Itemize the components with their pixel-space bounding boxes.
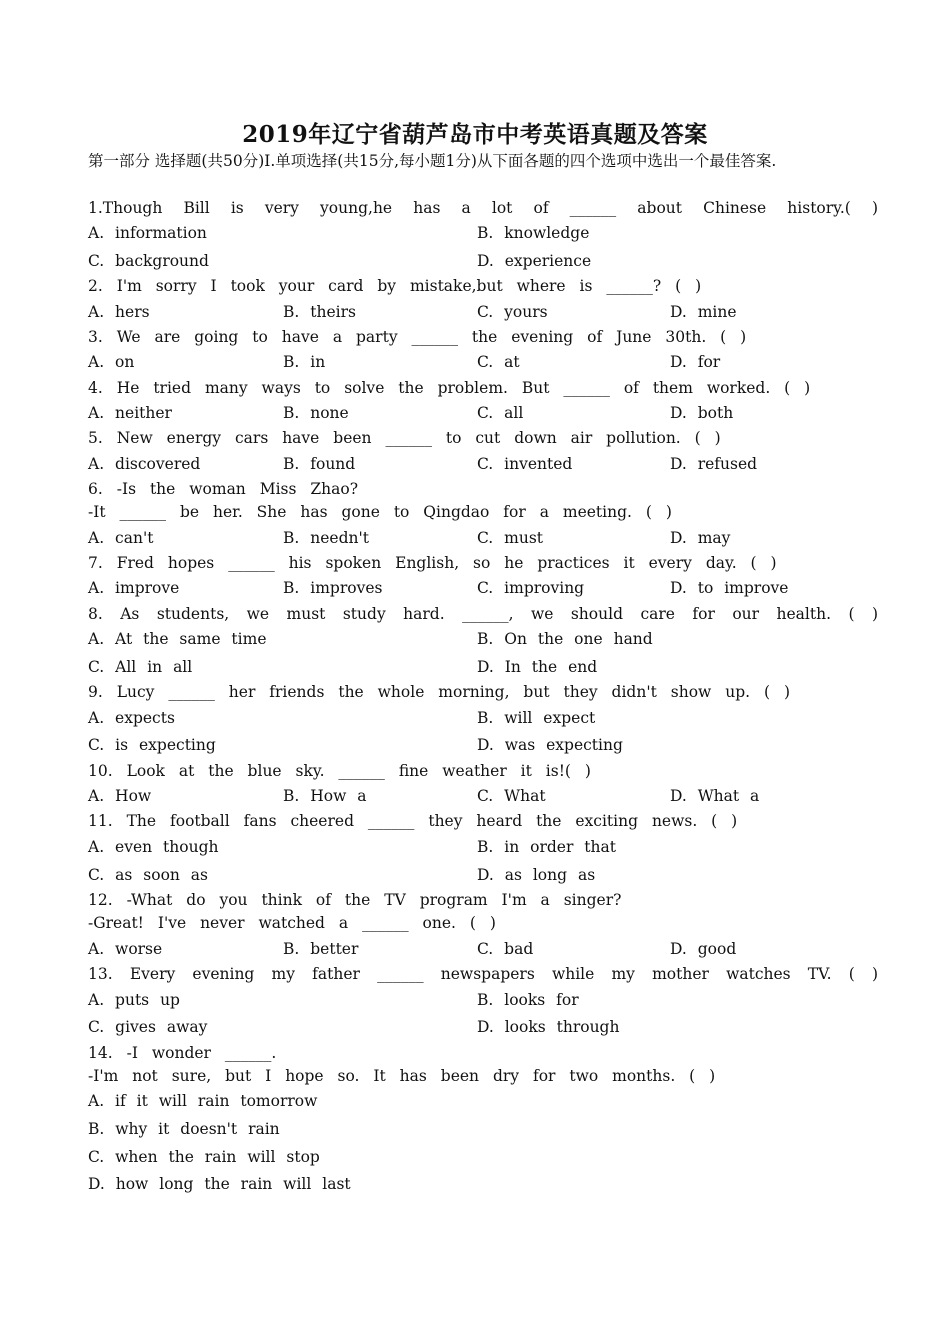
option-b: B. why it doesn't rain xyxy=(88,1120,280,1138)
option-d: D. may xyxy=(670,529,731,547)
question-stem: 5. New energy cars have been ______ to cut down air pollution. ( ) xyxy=(88,429,721,447)
option-c: C. improving xyxy=(477,579,585,597)
option-a: A. on xyxy=(88,353,135,371)
option-d: D. good xyxy=(670,940,737,958)
option-c: C. gives away xyxy=(88,1018,208,1036)
option-d: D. to improve xyxy=(670,579,789,597)
option-b: B. knowledge xyxy=(477,224,590,242)
option-b: B. theirs xyxy=(283,303,356,321)
option-d: D. for xyxy=(670,353,721,371)
option-a: A. worse xyxy=(88,940,163,958)
question-stem: 10. Look at the blue sky. ______ fine weather it is!( ) xyxy=(88,762,591,780)
question-stem: 2. I'm sorry I took your card by mistake,but where is ______? ( ) xyxy=(88,277,702,295)
option-a: A. At the same time xyxy=(88,630,267,648)
option-b: B. will expect xyxy=(477,709,596,727)
option-a: A. expects xyxy=(88,709,175,727)
option-d: D. experience xyxy=(477,252,592,270)
option-a: A. improve xyxy=(88,579,180,597)
option-d: D. both xyxy=(670,404,734,422)
option-b: B. On the one hand xyxy=(477,630,653,648)
option-c: C. must xyxy=(477,529,544,547)
option-a: A. discovered xyxy=(88,455,201,473)
option-c: C. when the rain will stop xyxy=(88,1148,320,1166)
question-stem: 6. -Is the woman Miss Zhao? xyxy=(88,480,359,498)
option-b: B. How a xyxy=(283,787,367,805)
option-d: D. as long as xyxy=(477,866,596,884)
option-d: D. was expecting xyxy=(477,736,623,754)
option-b: B. none xyxy=(283,404,349,422)
option-c: C. All in all xyxy=(88,658,193,676)
option-b: B. in xyxy=(283,353,326,371)
option-c: C. all xyxy=(477,404,524,422)
question-stem: -Great! I've never watched a ______ one. ( ) xyxy=(88,914,496,932)
section-intro: 第一部分 选择题(共50分)Ⅰ.单项选择(共15分,每小题1分)从下面各题的四个选项中选出一个最佳答案. xyxy=(88,152,777,170)
question-stem: 11. The football fans cheered ______ they heard the exciting news. ( ) xyxy=(88,812,738,830)
question-stem: 9. Lucy ______ her friends the whole morning, but they didn't show up. ( ) xyxy=(88,683,790,701)
option-a: A. even though xyxy=(88,838,219,856)
option-b: B. needn't xyxy=(283,529,369,547)
option-d: D. What a xyxy=(670,787,760,805)
option-c: C. at xyxy=(477,353,520,371)
option-c: C. What xyxy=(477,787,546,805)
question-stem: 12. -What do you think of the TV program I'm a singer? xyxy=(88,891,622,909)
question-stem: 8. As students, we must study hard. ______, we should care for our health. ( ) xyxy=(88,605,878,623)
option-c: C. bad xyxy=(477,940,534,958)
option-c: C. is expecting xyxy=(88,736,216,754)
option-a: A. puts up xyxy=(88,991,180,1009)
option-d: D. refused xyxy=(670,455,758,473)
page-title: 2019年辽宁省葫芦岛市中考英语真题及答案 xyxy=(242,121,708,148)
question-stem: 14. -I wonder ______. xyxy=(88,1044,277,1062)
option-b: B. looks for xyxy=(477,991,579,1009)
question-stem: 13. Every evening my father ______ newspapers while my mother watches TV. ( ) xyxy=(88,965,878,983)
option-d: D. mine xyxy=(670,303,737,321)
option-a: A. information xyxy=(88,224,207,242)
option-b: B. better xyxy=(283,940,359,958)
question-stem: 4. He tried many ways to solve the problem. But ______ of them worked. ( ) xyxy=(88,379,811,397)
question-stem: -It ______ be her. She has gone to Qingdao for a meeting. ( ) xyxy=(88,503,672,521)
question-stem: 3. We are going to have a party ______ the evening of June 30th. ( ) xyxy=(88,328,747,346)
option-c: C. as soon as xyxy=(88,866,209,884)
option-a: A. hers xyxy=(88,303,150,321)
option-a: A. neither xyxy=(88,404,172,422)
option-d: D. how long the rain will last xyxy=(88,1175,351,1193)
option-a: A. How xyxy=(88,787,152,805)
option-b: B. in order that xyxy=(477,838,616,856)
option-a: A. if it will rain tomorrow xyxy=(88,1092,318,1110)
option-b: B. improves xyxy=(283,579,383,597)
question-stem: 1.Though Bill is very young,he has a lot of ______ about Chinese history.( ) xyxy=(88,199,878,217)
option-c: C. background xyxy=(88,252,209,270)
option-c: C. yours xyxy=(477,303,548,321)
option-d: D. In the end xyxy=(477,658,598,676)
option-b: B. found xyxy=(283,455,356,473)
option-a: A. can't xyxy=(88,529,154,547)
option-d: D. looks through xyxy=(477,1018,620,1036)
option-c: C. invented xyxy=(477,455,573,473)
question-stem: -I'm not sure, but I hope so. It has been dry for two months. ( ) xyxy=(88,1067,716,1085)
question-stem: 7. Fred hopes ______ his spoken English, so he practices it every day. ( ) xyxy=(88,554,777,572)
